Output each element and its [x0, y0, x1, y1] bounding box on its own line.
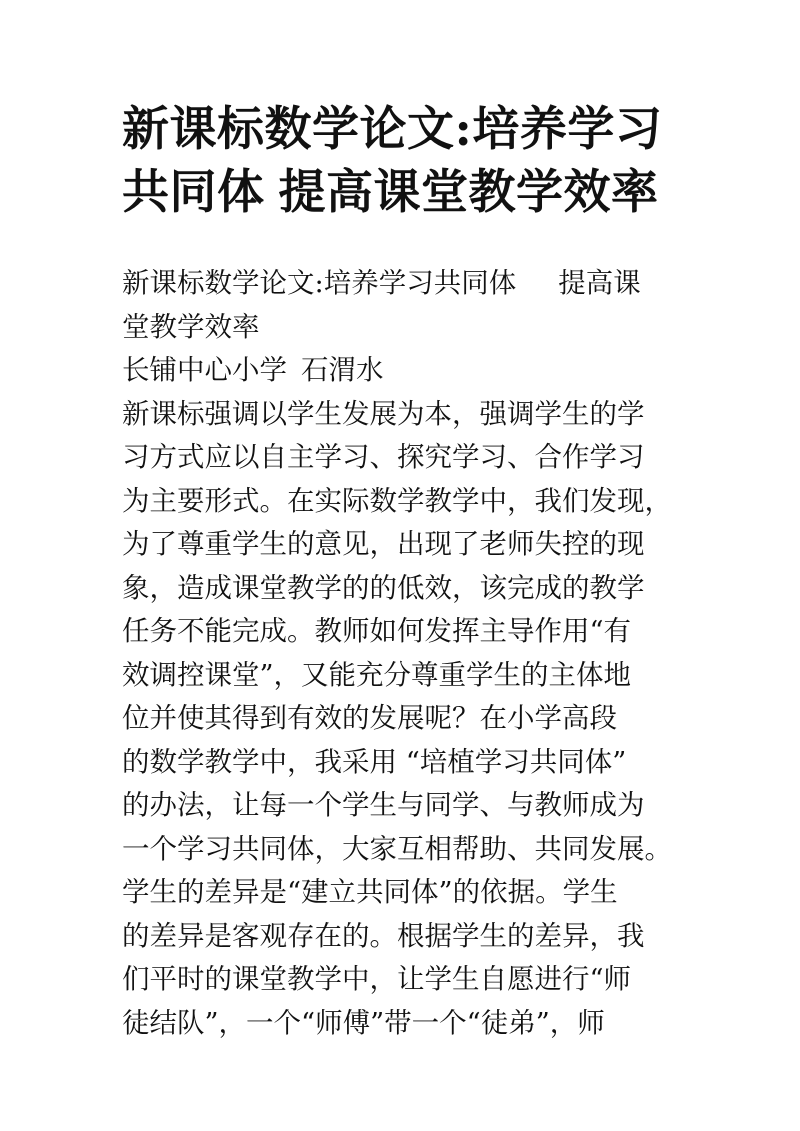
author-name: 石渭水 [301, 354, 384, 386]
document-body [122, 262, 682, 1045]
body-line: 为主要形式。在实际数学教学中，我们发现， [122, 484, 672, 517]
author-school: 长铺中心小学 [122, 354, 287, 386]
body-line: 徒结队”，一个“师傅”带一个“徒弟”，师 [122, 1006, 605, 1039]
subtitle-part-1: 新课标数学论文:培养学习共同体 [122, 267, 517, 299]
body-line: 一个学习共同体，大家互相帮助、共同发展。 [122, 832, 672, 865]
body-line: 的差异是客观存在的。根据学生的差异，我 [122, 919, 645, 952]
subtitle-part-2: 提高课 [558, 267, 641, 299]
title-line-2-part-b: 提高课堂教学效率 [278, 165, 659, 220]
body-line: 们平时的课堂教学中，让学生自愿进行“师 [122, 963, 632, 995]
author-line [122, 349, 682, 393]
body-line: 位并使其得到有效的发展呢？在小学高段 [122, 702, 617, 734]
body-line: 习方式应以自主学习、探究学习、合作学习 [122, 441, 645, 473]
title-line-1: 新课标数学论文:培养学习 [122, 102, 663, 157]
body-line: 任务不能完成。教师如何发挥主导作用“有 [122, 615, 632, 647]
body-line: 的数学教学中，我采用 “培植学习共同体” [122, 745, 627, 778]
title-line-2-part-a: 共同体 [122, 165, 265, 220]
body-line: 学生的差异是“建立共同体”的依据。学生 [122, 876, 618, 908]
body-line: 的办法，让每一个学生与同学、与教师成为 [122, 789, 645, 821]
title-line-2 [122, 161, 682, 224]
subtitle-line-2: 堂教学效率 [122, 310, 260, 343]
body-line: 为了尊重学生的意见，出现了老师失控的现 [122, 528, 645, 560]
body-line: 象，造成课堂教学的的低效，该完成的教学 [122, 571, 645, 604]
document-title [122, 98, 682, 224]
subtitle-line-1 [122, 262, 682, 306]
body-line: 新课标强调以学生发展为本，强调学生的学 [122, 397, 645, 430]
body-line: 效调控课堂”，又能充分尊重学生的主体地 [122, 658, 632, 691]
